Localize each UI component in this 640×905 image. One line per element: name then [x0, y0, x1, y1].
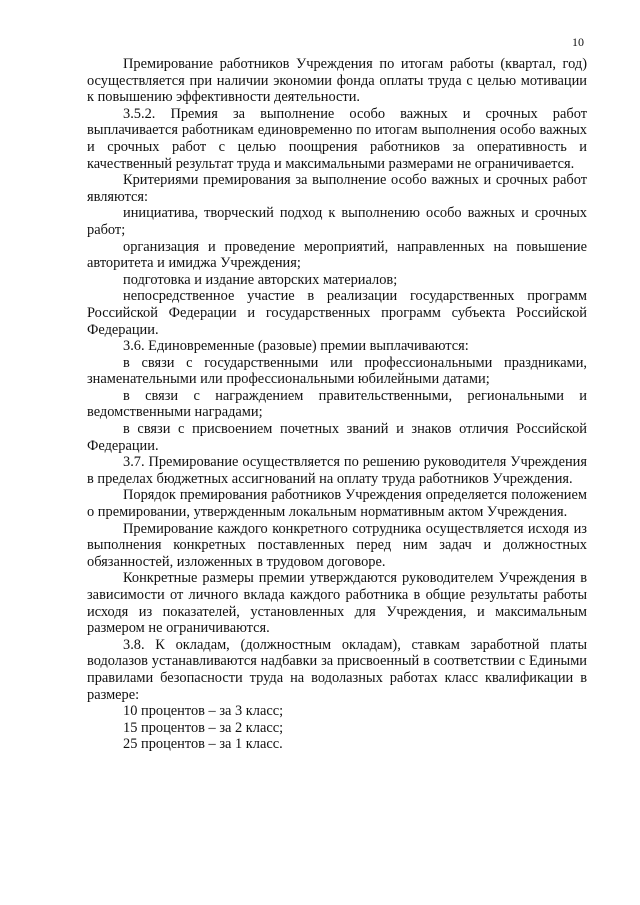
paragraph: Порядок премирования работников Учреждения определяется положением о премировании, утвержденным локальным нормативным актом Учреждения. [87, 487, 587, 521]
paragraph: подготовка и издание авторских материалов; [123, 271, 398, 288]
paragraph: Критериями премирования за выполнение особо важных и срочных работ являются: [87, 172, 587, 205]
paragraph: Премирование работников Учреждения по итогам работы (квартал, год) осуществляется при наличии экономии фонда оплаты труда с целью мотивации к повышению эффективности деятельности. [87, 56, 587, 106]
paragraph: в связи с присвоением почетных званий и знаков отличия Российской Федерации. [87, 421, 587, 454]
paragraph: 3.7. Премирование осуществляется по решению руководителя Учреждения в пределах бюджетных ассигнований на оплату труда работников Учреждения. [87, 454, 587, 487]
list-item: 15 процентов – за 2 класс; [123, 719, 284, 736]
paragraph: инициатива, творческий подход к выполнению особо важных и срочных работ; [87, 205, 587, 238]
paragraph: в связи с награждением правительственными, региональными и ведомственными наградами; [87, 387, 587, 421]
paragraph: 3.8. К окладам, (должностным окладам), ставкам заработной платы водолазов устанавливаются надбавки за присвоенный в соответствии с Едиными правилами безопасности труда на водолазных работах класс квалификации в размере: [87, 636, 587, 703]
page-number: 10 [572, 35, 584, 49]
paragraph: непосредственное участие в реализации государственных программ Российской Федерации и государственных программ субъекта Российской Федерации. [87, 288, 587, 338]
paragraph: Конкретные размеры премии утверждаются руководителем Учреждения в зависимости от личного вклада каждого работника в общие результаты работы исходя из показателей, установленных для Учреждения, и максимальным размером не ограничиваются. [87, 570, 587, 637]
paragraph: 3.5.2. Премия за выполнение особо важных и срочных работ выплачивается работникам единовременно по итогам выполнения особо важных и срочных работ с целью поощрения работников за оперативность и качественный результат труда и максимальными размерами не ограничивается. [87, 105, 587, 172]
paragraph: в связи с государственными или профессиональными праздниками, знаменательными или профессиональными юбилейными датами; [87, 354, 587, 388]
paragraph: организация и проведение мероприятий, направленных на повышение авторитета и имиджа Учреждения; [87, 238, 587, 272]
list-item: 10 процентов – за 3 класс; [123, 703, 284, 720]
document-body [87, 56, 587, 753]
paragraph: Премирование каждого конкретного сотрудника осуществляется исходя из выполнения конкретных поставленных перед ним задач и должностных обязанностей, изложенных в трудовом договоре. [87, 520, 587, 570]
list-item: 25 процентов – за 1 класс. [123, 736, 283, 753]
paragraph: 3.6. Единовременные (разовые) премии выплачиваются: [123, 338, 469, 355]
